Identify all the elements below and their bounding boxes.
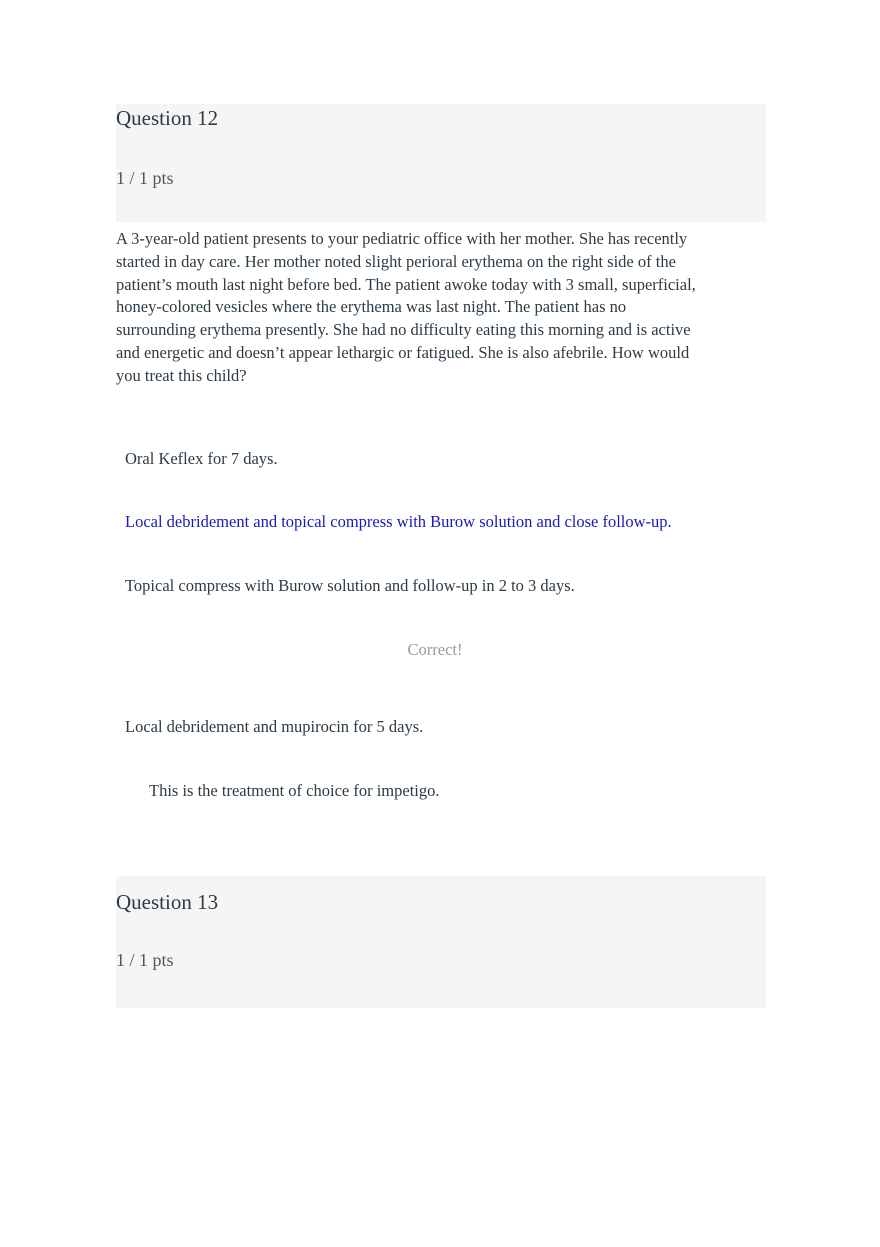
question-12-title: Question 12 bbox=[116, 106, 219, 130]
answer-option-1[interactable]: Oral Keflex for 7 days. bbox=[125, 449, 278, 468]
question-13-points: 1 / 1 pts bbox=[116, 950, 174, 970]
question-12-points: 1 / 1 pts bbox=[116, 168, 174, 188]
answer-option-2-selected[interactable]: Local debridement and topical compress with Burow solution and close follow-up. bbox=[125, 512, 672, 531]
question-13-header bbox=[116, 876, 766, 1008]
answer-option-3[interactable]: Topical compress with Burow solution and follow-up in 2 to 3 days. bbox=[125, 576, 575, 595]
correct-label: Correct! bbox=[407, 640, 463, 659]
answer-option-4[interactable]: Local debridement and mupirocin for 5 days. bbox=[125, 717, 424, 736]
question-12-header bbox=[116, 104, 766, 222]
question-13-title: Question 13 bbox=[116, 890, 219, 914]
answer-comment: This is the treatment of choice for impetigo. bbox=[149, 781, 440, 800]
question-12-text: A 3-year-old patient presents to your pediatric office with her mother. She has recently started in day care. Her mother noted slight perioral erythema on the right side of the patient’s mouth last night before bed. The patient awoke today with 3 small, superficial, honey-colored vesicles where the erythema was last night. The patient has no surrounding erythema presently. She had no difficulty eating this morning and is active and energetic and doesn’t appear lethargic or fatigued. She is also afebrile. How would you treat this child? bbox=[116, 229, 696, 385]
